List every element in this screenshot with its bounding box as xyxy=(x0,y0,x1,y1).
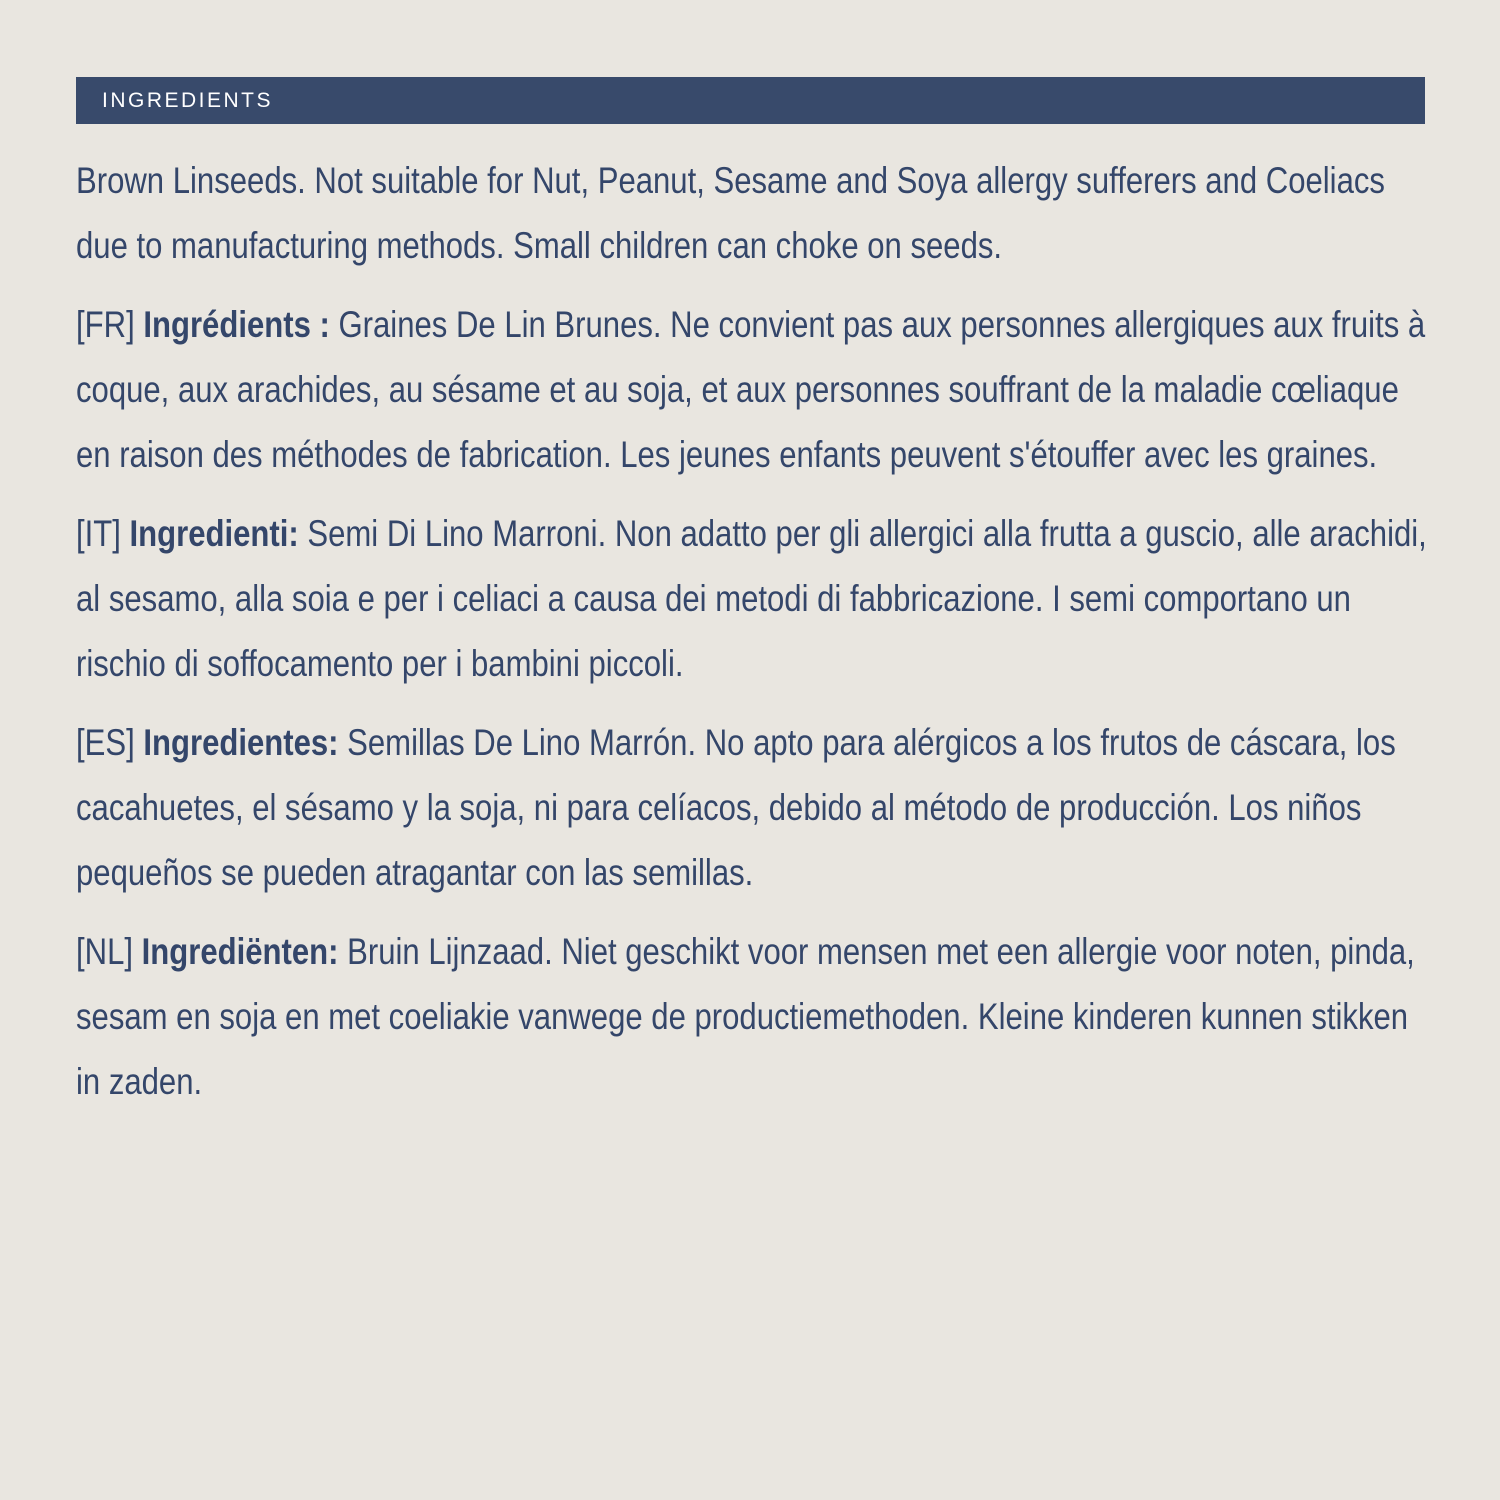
ingredients-header-bar xyxy=(76,77,1425,124)
paragraph-es-text: Semillas De Lino Marrón. No apto para alérgicos a los frutos de cáscara, los cacahuetes, el sésamo y la soja, ni para celíacos, debido al método de producción. Los niños pequeños se pueden atragantar con las semillas. xyxy=(76,722,1396,893)
ingredients-content xyxy=(76,148,1436,1128)
paragraph-fr-text: Graines De Lin Brunes. Ne convient pas aux personnes allergiques aux fruits à coque, aux arachides, au sésame et au soja, et aux personnes souffrant de la maladie cœliaque en raison des méthodes de fabrication. Les jeunes enfants peuvent s'étouffer avec les graines. xyxy=(76,304,1426,475)
paragraph-en-text: Brown Linseeds. Not suitable for Nut, Peanut, Sesame and Soya allergy sufferers and Coeliacs due to manufacturing methods. Small children can choke on seeds. xyxy=(76,160,1385,266)
ingredients-label-nl: Ingrediënten: xyxy=(141,931,348,972)
paragraph-it xyxy=(76,501,1437,696)
language-tag-es: [ES] xyxy=(76,722,144,763)
ingredients-label-fr: Ingrédients : xyxy=(143,304,339,345)
paragraph-it-text: Semi Di Lino Marroni. Non adatto per gli allergici alla frutta a guscio, alle arachidi, al sesamo, alla soia e per i celiaci a causa dei metodi di fabbricazione. I semi comportano un rischio di soffocamento per i bambini piccoli. xyxy=(76,513,1427,684)
language-tag-nl: [NL] xyxy=(76,931,142,972)
ingredients-label-es: Ingredientes: xyxy=(143,722,348,763)
language-tag-it: [IT] xyxy=(76,513,130,554)
paragraph-es xyxy=(76,710,1437,905)
ingredients-label-it: Ingredienti: xyxy=(129,513,308,554)
paragraph-nl-text: Bruin Lijnzaad. Niet geschikt voor mensen met een allergie voor noten, pinda, sesam en soja en met coeliakie vanwege de productiemethoden. Kleine kinderen kunnen stikken in zaden. xyxy=(76,931,1415,1102)
ingredients-header-title: INGREDIENTS xyxy=(102,88,274,112)
paragraph-fr xyxy=(76,292,1437,487)
paragraph-nl xyxy=(76,919,1437,1114)
paragraph-en xyxy=(76,148,1437,278)
language-tag-fr: [FR] xyxy=(76,304,144,345)
